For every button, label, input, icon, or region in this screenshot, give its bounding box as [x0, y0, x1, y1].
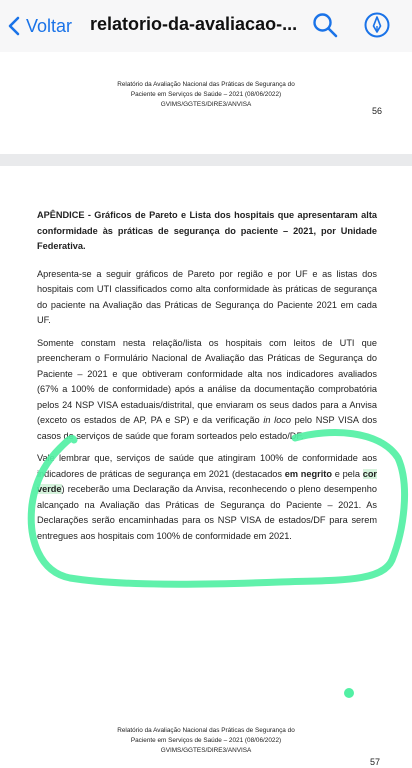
footer-line: Relatório da Avaliação Nacional das Práticas de Segurança do — [117, 727, 295, 734]
green-highlight-text: cor verde — [37, 468, 378, 494]
paragraph-criteria: Somente constam nesta relação/lista os hospitais com leitos de UTI que preencheram o Formulário Nacional de Avaliação das Práticas de Segurança do Paciente – 2021 e que obtiveram conformidade alta nos indicadores avaliados (67% a 100% de conformidade) após a análise da documentação comprobatória pelos 24 NSP VISA estaduais/distrital, que enviaram os seus dados para a Anvisa (exceto os estados de AP, PA e SP) e da verificação in loco pelo NSP VISA dos casos de serviços de saúde que foram sorteados pelo estado/DF. — [37, 337, 377, 441]
bold-text: em negrito — [284, 468, 332, 479]
footer-line: GVIMS/GGTES/DIRE3/ANVISA — [160, 101, 252, 108]
navigation-bar — [0, 0, 412, 53]
page-footer — [0, 80, 412, 110]
pdf-page-57 — [0, 166, 412, 768]
footer-line: Paciente em Serviços de Saúde – 2021 (08/06/2022) — [130, 737, 282, 744]
paragraph-declaration: Vale lembrar que, serviços de saúde que atingiram 100% de conformidade aos indicadores de práticas de segurança em 2021 (destacados em negrito e pela cor verde) receberão uma Declaração da Anvisa, reconhecendo o pleno desempenho alcançado na Avaliação das Práticas de Segurança do Paciente – 2021. As Declarações serão encaminhadas para os NSP VISA de estados/DF para serem entregues aos hospitais com 100% de conformidade em 2021. — [37, 453, 378, 541]
page-content — [37, 208, 377, 551]
back-button[interactable] — [8, 12, 72, 40]
page-number: 57 — [370, 757, 381, 767]
document-title: relatorio-da-avaliacao-... — [90, 14, 298, 34]
back-label: Voltar — [26, 15, 73, 36]
markup-pen-icon[interactable] — [362, 10, 392, 40]
page-number: 56 — [372, 106, 383, 116]
italic-text: in loco — [263, 415, 292, 425]
footer-line: Relatório da Avaliação Nacional das Práticas de Segurança do — [117, 81, 295, 88]
appendix-heading: APÊNDICE - Gráficos de Pareto e Lista dos hospitais que apresentaram alta conformidade às práticas de segurança do paciente – 2021, por Unidade Federativa. — [37, 210, 377, 251]
page-footer — [0, 726, 412, 756]
search-icon[interactable] — [310, 10, 340, 40]
footer-line: GVIMS/GGTES/DIRE3/ANVISA — [160, 747, 252, 754]
paragraph-intro: Apresenta-se a seguir gráficos de Pareto por região e por UF e as listas dos hospitais com UTI classificados como alta conformidade às práticas de segurança do paciente na Avaliação das Práticas de Segurança do Paciente 2021 em cada UF. — [37, 268, 377, 325]
footer-line: Paciente em Serviços de Saúde – 2021 (08/06/2022) — [130, 91, 282, 98]
chevron-left-icon — [8, 16, 20, 36]
pdf-page-56 — [0, 52, 412, 154]
